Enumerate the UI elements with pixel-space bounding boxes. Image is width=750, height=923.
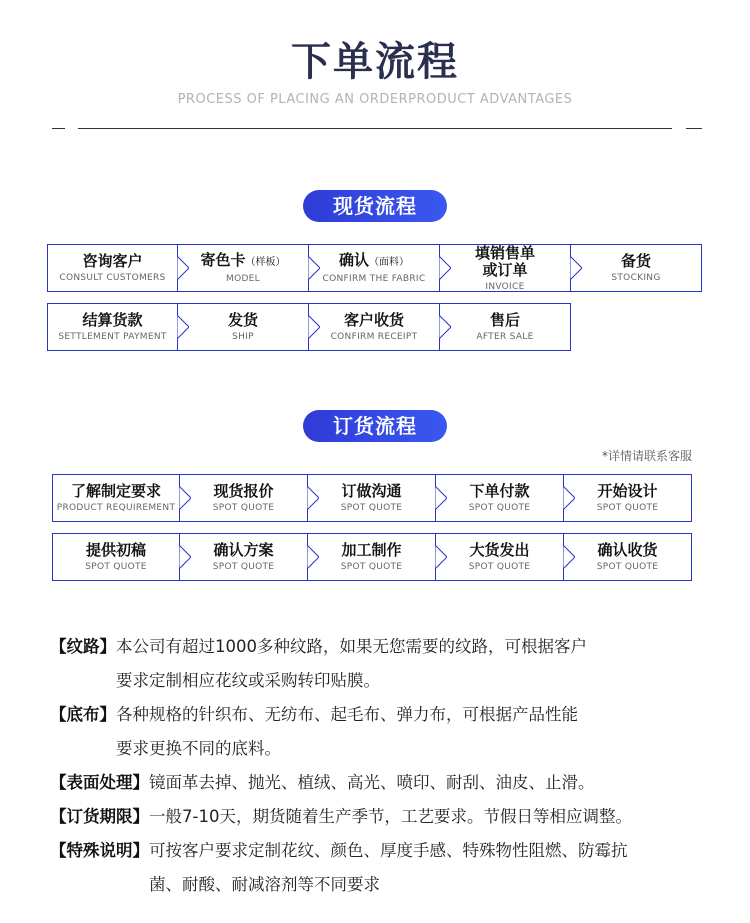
- flow-step: [180, 474, 308, 522]
- flow-step-title-text: 订做沟通: [341, 482, 402, 500]
- flow-step-title-note: （样板）: [245, 257, 286, 268]
- flow-step-title: [341, 483, 401, 500]
- flow-step-title-text: 确认方案: [213, 541, 274, 559]
- flow-step-title-text: 客户收货: [343, 311, 404, 329]
- spec-line: [50, 630, 740, 664]
- spec-line: [50, 868, 740, 902]
- flow-step-title-text: 售后: [489, 311, 520, 329]
- spec-text: 镜面革去掉、抛光、植绒、高光、喷印、耐刮、油皮、止滑。: [149, 773, 595, 792]
- flow-step-title: [597, 542, 657, 559]
- flow-step: [440, 303, 571, 351]
- chevron-right-icon: [179, 545, 191, 569]
- chevron-right-icon: [439, 315, 451, 339]
- spec-line: [50, 834, 740, 868]
- spec-item: [50, 698, 740, 766]
- flow-step: [178, 244, 309, 292]
- spec-item: [50, 630, 740, 698]
- spec-item: [50, 800, 740, 834]
- flow-step-title: [469, 542, 529, 559]
- spec-label: 【纹路】: [50, 637, 116, 656]
- flow-step: [571, 244, 702, 292]
- flow-step-title: [228, 312, 258, 329]
- spec-label: 【特殊说明】: [50, 841, 149, 860]
- chevron-right-icon: [308, 315, 320, 339]
- flow-step-title: [597, 483, 657, 500]
- flow-step-title: [490, 312, 520, 329]
- flow-step: [440, 244, 571, 292]
- spec-label: 【底布】: [50, 705, 116, 724]
- flow-step-title-text: 加工制作: [341, 541, 402, 559]
- stock-flow-row-1: [47, 244, 702, 292]
- spec-text: 可按客户要求定制花纹、颜色、厚度手感、特殊物性阻燃、防霉抗: [149, 841, 628, 860]
- stock-flow-label: 现货流程: [303, 190, 447, 222]
- flow-step-subtitle: SPOT QUOTE: [340, 562, 403, 572]
- flow-step-subtitle: PRODUCT REQUIREMENT: [56, 503, 176, 513]
- flow-step-title: [82, 312, 142, 329]
- flow-step-title-text: 大货发出: [469, 541, 530, 559]
- spec-label: 【订货期限】: [50, 807, 149, 826]
- flow-step-title: [469, 483, 529, 500]
- flow-step-subtitle: SHIP: [232, 332, 254, 342]
- flow-step: [47, 244, 178, 292]
- flow-step-title-text: 结算货款: [82, 311, 143, 329]
- flow-step-title: [344, 312, 404, 329]
- order-flow-label: 订货流程: [303, 410, 447, 442]
- flow-step-title: [82, 253, 142, 270]
- spec-line: [50, 766, 740, 800]
- flow-step: [180, 533, 308, 581]
- flow-step-title-text: 提供初稿: [85, 541, 146, 559]
- spec-text: 本公司有超过1000多种纹路，如果无您需要的纹路，可根据客户: [116, 637, 587, 656]
- flow-step-title-text: 填销售单: [474, 243, 535, 262]
- flow-step-title-text: 了解制定要求: [70, 482, 161, 500]
- chevron-right-icon: [563, 486, 575, 510]
- flow-step-title: [475, 245, 535, 279]
- spec-text: 要求更换不同的底料。: [116, 739, 281, 758]
- stock-flow-row-2: [47, 303, 571, 351]
- flow-step-subtitle: SPOT QUOTE: [468, 562, 531, 572]
- flow-step-subtitle: SPOT QUOTE: [212, 562, 275, 572]
- flow-step-subtitle: AFTER SALE: [476, 332, 534, 342]
- page-subtitle: PROCESS OF PLACING AN ORDERPRODUCT ADVANTAGES: [177, 92, 573, 107]
- flow-step-title-note: （面料）: [369, 257, 409, 268]
- flow-step-subtitle: INVOICE: [485, 281, 525, 292]
- flow-step: [309, 244, 440, 292]
- flow-step-subtitle: STOCKING: [611, 273, 661, 283]
- spec-line: [50, 698, 740, 732]
- flow-step-title-text: 寄色卡: [200, 251, 246, 269]
- flow-step-title-text: 确认收货: [597, 541, 658, 559]
- flow-step-subtitle: MODEL: [226, 274, 260, 284]
- chevron-right-icon: [570, 256, 582, 280]
- flow-step: [564, 474, 692, 522]
- flow-step: [52, 533, 180, 581]
- flow-step: [308, 474, 436, 522]
- chevron-right-icon: [563, 545, 575, 569]
- flow-step-title: [339, 252, 409, 271]
- spec-text: 菌、耐酸、耐减溶剂等不同要求: [149, 875, 380, 894]
- flow-step-title-text: 发货: [227, 311, 258, 329]
- flow-step-subtitle: CONFIRM THE FABRIC: [322, 274, 426, 284]
- spec-item: [50, 834, 740, 902]
- chevron-right-icon: [179, 486, 191, 510]
- flow-step-subtitle: CONFIRM RECEIPT: [330, 332, 418, 342]
- divider-main: [78, 128, 672, 129]
- spec-text: 一般7-10天，期货随着生产季节，工艺要求。节假日等相应调整。: [149, 807, 632, 826]
- spec-line: [50, 732, 740, 766]
- flow-step-title: [213, 483, 273, 500]
- spec-text: 各种规格的针织布、无纺布、起毛布、弹力布，可根据产品性能: [116, 705, 578, 724]
- contact-note: *详情请联系客服: [601, 449, 692, 463]
- flow-step-title-text: 备货: [620, 252, 651, 270]
- flow-step-subtitle: SETTLEMENT PAYMENT: [58, 332, 167, 342]
- flow-step-subtitle: SPOT QUOTE: [596, 562, 659, 572]
- flow-step-subtitle: SPOT QUOTE: [596, 503, 659, 513]
- flow-step: [178, 303, 309, 351]
- flow-step: [47, 303, 178, 351]
- flow-step-title-line2: 或订单: [482, 260, 528, 279]
- spec-line: [50, 800, 740, 834]
- divider-left-short: [52, 128, 65, 129]
- flow-step-title-text: 开始设计: [597, 482, 658, 500]
- specifications: [50, 630, 740, 902]
- flow-step: [309, 303, 440, 351]
- divider-right-short: [686, 128, 702, 129]
- chevron-right-icon: [307, 486, 319, 510]
- flow-step: [436, 533, 564, 581]
- flow-step-title: [200, 252, 285, 271]
- flow-step-title: [621, 253, 651, 270]
- flow-step-title-text: 咨询客户: [82, 252, 143, 270]
- flow-step: [564, 533, 692, 581]
- chevron-right-icon: [308, 256, 320, 280]
- chevron-right-icon: [307, 545, 319, 569]
- flow-step-title: [71, 483, 161, 500]
- order-flow-row-1: [52, 474, 692, 522]
- chevron-right-icon: [439, 256, 451, 280]
- flow-step-title: [341, 542, 401, 559]
- spec-label: 【表面处理】: [50, 773, 149, 792]
- flow-step-title-text: 现货报价: [213, 482, 274, 500]
- flow-step: [436, 474, 564, 522]
- flow-step-title: [86, 542, 146, 559]
- order-flow-row-2: [52, 533, 692, 581]
- flow-step-title-text: 确认: [338, 251, 369, 269]
- flow-step: [52, 474, 180, 522]
- flow-step-title: [213, 542, 273, 559]
- chevron-right-icon: [435, 545, 447, 569]
- chevron-right-icon: [177, 256, 189, 280]
- flow-step-subtitle: SPOT QUOTE: [340, 503, 403, 513]
- flow-step-subtitle: SPOT QUOTE: [85, 562, 147, 572]
- chevron-right-icon: [177, 315, 189, 339]
- spec-line: [50, 664, 740, 698]
- flow-step-subtitle: CONSULT CUSTOMERS: [59, 273, 166, 283]
- page-title: 下单流程: [291, 39, 459, 85]
- flow-step-subtitle: SPOT QUOTE: [468, 503, 531, 513]
- chevron-right-icon: [435, 486, 447, 510]
- spec-text: 要求定制相应花纹或采购转印贴膜。: [116, 671, 380, 690]
- flow-step: [308, 533, 436, 581]
- flow-step-subtitle: SPOT QUOTE: [212, 503, 275, 513]
- spec-item: [50, 766, 740, 800]
- flow-step-title-text: 下单付款: [469, 482, 530, 500]
